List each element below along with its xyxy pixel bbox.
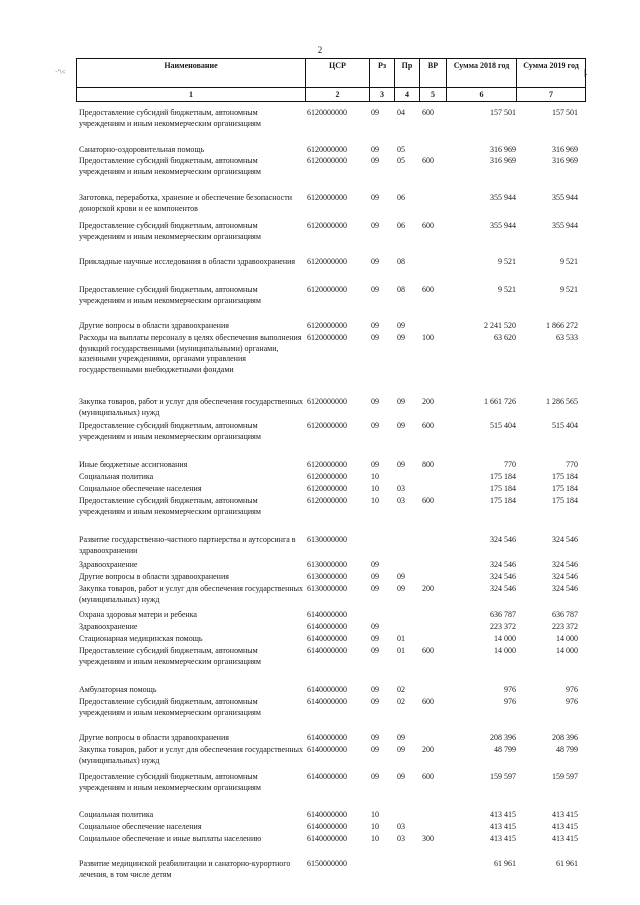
cell-rz: 09 bbox=[371, 622, 379, 631]
cell-vr: 600 bbox=[422, 697, 434, 706]
cell-name: Заготовка, переработка, хранение и обеспечение безопасности донорской крови и ее компонентов bbox=[79, 193, 293, 213]
cell-csr: 6140000000 bbox=[307, 697, 347, 706]
cell-csr: 6120000000 bbox=[307, 333, 347, 342]
cell-sum-2019: 316 969 bbox=[552, 145, 578, 154]
cell-vr: 600 bbox=[422, 285, 434, 294]
cell-sum-2019: 515 404 bbox=[552, 421, 578, 430]
cell-sum-2018: 157 501 bbox=[490, 108, 516, 117]
cell-sum-2018: 208 396 bbox=[490, 733, 516, 742]
cell-csr: 6120000000 bbox=[307, 285, 347, 294]
cell-pr: 03 bbox=[397, 496, 405, 505]
cell-pr: 09 bbox=[397, 572, 405, 581]
cell-csr: 6120000000 bbox=[307, 145, 347, 154]
cell-name: Здравоохранение bbox=[79, 560, 138, 569]
cell-name: Другие вопросы в области здравоохранения bbox=[79, 572, 229, 581]
header-name: Наименование bbox=[164, 61, 218, 70]
cell-sum-2018: 1 661 726 bbox=[484, 397, 516, 406]
cell-sum-2019: 1 866 272 bbox=[546, 321, 578, 330]
cell-csr: 6130000000 bbox=[307, 572, 347, 581]
cell-pr: 05 bbox=[397, 156, 405, 165]
column-number: 3 bbox=[380, 90, 384, 99]
cell-rz: 09 bbox=[371, 460, 379, 469]
cell-csr: 6130000000 bbox=[307, 560, 347, 569]
cell-csr: 6120000000 bbox=[307, 484, 347, 493]
cell-rz: 09 bbox=[371, 421, 379, 430]
cell-csr: 6120000000 bbox=[307, 257, 347, 266]
cell-pr: 09 bbox=[397, 733, 405, 742]
cell-sum-2019: 1 286 565 bbox=[546, 397, 578, 406]
cell-csr: 6120000000 bbox=[307, 221, 347, 230]
cell-name: Предоставление субсидий бюджетным, автономным учреждениям и иным некоммерческим организациям bbox=[79, 421, 261, 441]
cell-csr: 6120000000 bbox=[307, 421, 347, 430]
cell-sum-2018: 2 241 520 bbox=[484, 321, 516, 330]
cell-sum-2019: 324 546 bbox=[552, 560, 578, 569]
cell-pr: 09 bbox=[397, 397, 405, 406]
cell-name: Предоставление субсидий бюджетным, автономным учреждениям и иным некоммерческим организациям bbox=[79, 496, 261, 516]
cell-pr: 09 bbox=[397, 772, 405, 781]
cell-vr: 600 bbox=[422, 156, 434, 165]
cell-csr: 6140000000 bbox=[307, 733, 347, 742]
column-number: 6 bbox=[479, 90, 484, 99]
cell-rz: 10 bbox=[371, 810, 379, 819]
cell-name: Предоставление субсидий бюджетным, автономным учреждениям и иным некоммерческим организациям bbox=[79, 108, 261, 128]
cell-vr: 600 bbox=[422, 221, 434, 230]
cell-sum-2018: 976 bbox=[504, 697, 516, 706]
cell-sum-2019: 770 bbox=[566, 460, 578, 469]
cell-sum-2019: 355 944 bbox=[552, 221, 578, 230]
header-pr: Пр bbox=[401, 61, 413, 70]
cell-vr: 600 bbox=[422, 646, 434, 655]
column-number: 5 bbox=[431, 90, 435, 99]
cell-rz: 10 bbox=[371, 834, 379, 843]
cell-name: Предоставление субсидий бюджетным, автономным учреждениям и иным некоммерческим организациям bbox=[79, 221, 261, 241]
column-number: 1 bbox=[189, 90, 193, 99]
cell-sum-2018: 316 969 bbox=[490, 156, 516, 165]
cell-csr: 6120000000 bbox=[307, 397, 347, 406]
cell-sum-2018: 14 000 bbox=[494, 634, 516, 643]
cell-vr: 100 bbox=[422, 333, 434, 342]
cell-sum-2018: 9 521 bbox=[498, 285, 516, 294]
cell-sum-2019: 175 184 bbox=[552, 472, 578, 481]
cell-csr: 6120000000 bbox=[307, 321, 347, 330]
cell-name: Другие вопросы в области здравоохранения bbox=[79, 733, 229, 742]
cell-rz: 09 bbox=[371, 257, 379, 266]
cell-pr: 09 bbox=[397, 321, 405, 330]
cell-sum-2019: 355 944 bbox=[552, 193, 578, 202]
cell-sum-2018: 324 546 bbox=[490, 535, 516, 544]
cell-name: Социальное обеспечение населения bbox=[79, 822, 202, 831]
cell-rz: 09 bbox=[371, 697, 379, 706]
cell-sum-2018: 355 944 bbox=[490, 221, 516, 230]
cell-name: Расходы на выплаты персоналу в целях обеспечения выполнения функций государственными (муниципальными) органами, казенными учреждениями, органами управления государственными внебюджетными фондами bbox=[79, 333, 302, 374]
cell-sum-2019: 157 501 bbox=[552, 108, 578, 117]
cell-sum-2018: 515 404 bbox=[490, 421, 516, 430]
cell-pr: 01 bbox=[397, 646, 405, 655]
cell-pr: 08 bbox=[397, 257, 405, 266]
cell-rz: 10 bbox=[371, 472, 379, 481]
cell-pr: 09 bbox=[397, 460, 405, 469]
cell-sum-2018: 316 969 bbox=[490, 145, 516, 154]
cell-csr: 6140000000 bbox=[307, 622, 347, 631]
cell-rz: 10 bbox=[371, 822, 379, 831]
cell-sum-2019: 636 787 bbox=[552, 610, 578, 619]
cell-sum-2019: 223 372 bbox=[552, 622, 578, 631]
cell-csr: 6120000000 bbox=[307, 472, 347, 481]
cell-rz: 09 bbox=[371, 285, 379, 294]
cell-sum-2018: 159 597 bbox=[490, 772, 516, 781]
cell-csr: 6130000000 bbox=[307, 535, 347, 544]
cell-vr: 600 bbox=[422, 772, 434, 781]
cell-csr: 6120000000 bbox=[307, 108, 347, 117]
cell-name: Предоставление субсидий бюджетным, автономным учреждениям и иным некоммерческим организациям bbox=[79, 772, 261, 792]
cell-sum-2018: 413 415 bbox=[490, 834, 516, 843]
cell-name: Предоставление субсидий бюджетным, автономным учреждениям и иным некоммерческим организациям bbox=[79, 156, 261, 176]
cell-sum-2019: 159 597 bbox=[552, 772, 578, 781]
cell-pr: 02 bbox=[397, 697, 405, 706]
cell-sum-2018: 175 184 bbox=[490, 496, 516, 505]
cell-sum-2018: 770 bbox=[504, 460, 516, 469]
cell-rz: 09 bbox=[371, 733, 379, 742]
cell-name: Амбулаторная помощь bbox=[79, 685, 157, 694]
cell-pr: 03 bbox=[397, 822, 405, 831]
cell-sum-2018: 14 000 bbox=[494, 646, 516, 655]
cell-name: Санаторно-оздоровительная помощь bbox=[79, 145, 205, 154]
cell-pr: 03 bbox=[397, 484, 405, 493]
cell-csr: 6120000000 bbox=[307, 496, 347, 505]
cell-vr: 200 bbox=[422, 584, 434, 593]
cell-sum-2019: 48 799 bbox=[556, 745, 578, 754]
cell-sum-2019: 413 415 bbox=[552, 810, 578, 819]
header-csr: ЦСР bbox=[329, 61, 346, 70]
cell-name: Другие вопросы в области здравоохранения bbox=[79, 321, 229, 330]
cell-csr: 6150000000 bbox=[307, 859, 347, 868]
cell-rz: 09 bbox=[371, 221, 379, 230]
cell-sum-2019: 324 546 bbox=[552, 535, 578, 544]
header-sum-2019: Сумма 2019 год bbox=[523, 61, 579, 70]
cell-sum-2018: 61 961 bbox=[494, 859, 516, 868]
cell-name: Развитие медицинской реабилитации и санаторно-курортного лечения, в том числе детям bbox=[79, 859, 291, 879]
cell-sum-2018: 976 bbox=[504, 685, 516, 694]
cell-csr: 6140000000 bbox=[307, 634, 347, 643]
cell-vr: 300 bbox=[422, 834, 434, 843]
cell-csr: 6140000000 bbox=[307, 772, 347, 781]
cell-vr: 600 bbox=[422, 421, 434, 430]
cell-pr: 09 bbox=[397, 333, 405, 342]
cell-sum-2018: 636 787 bbox=[490, 610, 516, 619]
cell-name: Социальное обеспечение населения bbox=[79, 484, 202, 493]
cell-pr: 03 bbox=[397, 834, 405, 843]
cell-csr: 6120000000 bbox=[307, 156, 347, 165]
cell-sum-2018: 355 944 bbox=[490, 193, 516, 202]
cell-rz: 09 bbox=[371, 333, 379, 342]
cell-sum-2019: 61 961 bbox=[556, 859, 578, 868]
cell-pr: 09 bbox=[397, 584, 405, 593]
cell-sum-2018: 223 372 bbox=[490, 622, 516, 631]
cell-csr: 6140000000 bbox=[307, 610, 347, 619]
cell-rz: 09 bbox=[371, 572, 379, 581]
cell-sum-2019: 9 521 bbox=[560, 257, 578, 266]
cell-rz: 09 bbox=[371, 634, 379, 643]
cell-name: Социальная политика bbox=[79, 810, 154, 819]
cell-pr: 06 bbox=[397, 193, 405, 202]
cell-sum-2019: 976 bbox=[566, 685, 578, 694]
cell-sum-2018: 48 799 bbox=[494, 745, 516, 754]
cell-pr: 09 bbox=[397, 421, 405, 430]
cell-name: Социальное обеспечение и иные выплаты населению bbox=[79, 834, 262, 843]
cell-sum-2019: 175 184 bbox=[552, 484, 578, 493]
cell-name: Охрана здоровья матери и ребенка bbox=[79, 610, 197, 619]
cell-rz: 09 bbox=[371, 772, 379, 781]
cell-rz: 09 bbox=[371, 193, 379, 202]
cell-csr: 6130000000 bbox=[307, 584, 347, 593]
cell-rz: 09 bbox=[371, 685, 379, 694]
cell-name: Прикладные научные исследования в области здравоохранения bbox=[79, 257, 296, 266]
cell-sum-2019: 14 000 bbox=[556, 634, 578, 643]
cell-sum-2018: 324 546 bbox=[490, 572, 516, 581]
cell-sum-2018: 175 184 bbox=[490, 484, 516, 493]
cell-rz: 09 bbox=[371, 108, 379, 117]
cell-sum-2018: 324 546 bbox=[490, 560, 516, 569]
cell-rz: 09 bbox=[371, 321, 379, 330]
cell-csr: 6140000000 bbox=[307, 834, 347, 843]
cell-rz: 09 bbox=[371, 156, 379, 165]
cell-sum-2018: 9 521 bbox=[498, 257, 516, 266]
cell-pr: 09 bbox=[397, 745, 405, 754]
cell-name: Предоставление субсидий бюджетным, автономным учреждениям и иным некоммерческим организациям bbox=[79, 697, 261, 717]
header-vr: ВР bbox=[427, 61, 439, 70]
cell-sum-2018: 324 546 bbox=[490, 584, 516, 593]
cell-rz: 09 bbox=[371, 646, 379, 655]
cell-vr: 200 bbox=[422, 745, 434, 754]
cell-sum-2019: 413 415 bbox=[552, 834, 578, 843]
cell-name: Закупка товаров, работ и услуг для обеспечения государственных (муниципальных) нужд bbox=[79, 745, 304, 765]
cell-sum-2018: 413 415 bbox=[490, 822, 516, 831]
scan-mark-right: |. bbox=[584, 68, 588, 77]
cell-pr: 04 bbox=[397, 108, 405, 117]
header-sum-2018: Сумма 2018 год bbox=[453, 61, 510, 70]
cell-sum-2018: 63 620 bbox=[494, 333, 516, 342]
column-number: 4 bbox=[405, 90, 409, 99]
cell-csr: 6140000000 bbox=[307, 810, 347, 819]
column-number: 7 bbox=[549, 90, 553, 99]
cell-sum-2019: 208 396 bbox=[552, 733, 578, 742]
cell-csr: 6120000000 bbox=[307, 193, 347, 202]
cell-vr: 200 bbox=[422, 397, 434, 406]
cell-pr: 01 bbox=[397, 634, 405, 643]
cell-csr: 6140000000 bbox=[307, 745, 347, 754]
column-number: 2 bbox=[335, 90, 340, 99]
cell-sum-2019: 324 546 bbox=[552, 584, 578, 593]
cell-rz: 09 bbox=[371, 560, 379, 569]
cell-sum-2018: 413 415 bbox=[490, 810, 516, 819]
cell-pr: 06 bbox=[397, 221, 405, 230]
cell-name: Здравоохранение bbox=[79, 622, 138, 631]
cell-name: Иные бюджетные ассигнования bbox=[79, 460, 188, 469]
header-rz: Рз bbox=[377, 61, 387, 70]
cell-pr: 08 bbox=[397, 285, 405, 294]
cell-sum-2019: 316 969 bbox=[552, 156, 578, 165]
cell-csr: 6120000000 bbox=[307, 460, 347, 469]
cell-name: Закупка товаров, работ и услуг для обеспечения государственных (муниципальных) нужд bbox=[79, 397, 304, 417]
cell-sum-2019: 175 184 bbox=[552, 496, 578, 505]
cell-name: Предоставление субсидий бюджетным, автономным учреждениям и иным некоммерческим организациям bbox=[79, 285, 261, 305]
cell-vr: 600 bbox=[422, 496, 434, 505]
cell-rz: 10 bbox=[371, 484, 379, 493]
cell-name: Предоставление субсидий бюджетным, автономным учреждениям и иным некоммерческим организациям bbox=[79, 646, 261, 666]
cell-csr: 6140000000 bbox=[307, 685, 347, 694]
cell-rz: 09 bbox=[371, 145, 379, 154]
cell-sum-2019: 14 000 bbox=[556, 646, 578, 655]
cell-name: Стационарная медицинская помощь bbox=[79, 634, 203, 643]
cell-sum-2019: 976 bbox=[566, 697, 578, 706]
scan-mark-left: ·‘\< bbox=[55, 68, 66, 76]
cell-pr: 02 bbox=[397, 685, 405, 694]
cell-pr: 05 bbox=[397, 145, 405, 154]
page-number: 2 bbox=[317, 45, 323, 55]
cell-name: Социальная политика bbox=[79, 472, 154, 481]
cell-sum-2019: 413 415 bbox=[552, 822, 578, 831]
cell-csr: 6140000000 bbox=[307, 646, 347, 655]
cell-csr: 6140000000 bbox=[307, 822, 347, 831]
cell-rz: 09 bbox=[371, 397, 379, 406]
cell-name: Развитие государственно-частного партнерства и аутсорсинга в здравоохранении bbox=[79, 535, 296, 555]
cell-rz: 09 bbox=[371, 584, 379, 593]
cell-rz: 10 bbox=[371, 496, 379, 505]
cell-name: Закупка товаров, работ и услуг для обеспечения государственных (муниципальных) нужд bbox=[79, 584, 304, 604]
cell-vr: 800 bbox=[422, 460, 434, 469]
cell-sum-2018: 175 184 bbox=[490, 472, 516, 481]
cell-vr: 600 bbox=[422, 108, 434, 117]
cell-sum-2019: 63 533 bbox=[556, 333, 578, 342]
cell-rz: 09 bbox=[371, 745, 379, 754]
cell-sum-2019: 324 546 bbox=[552, 572, 578, 581]
cell-sum-2019: 9 521 bbox=[560, 285, 578, 294]
